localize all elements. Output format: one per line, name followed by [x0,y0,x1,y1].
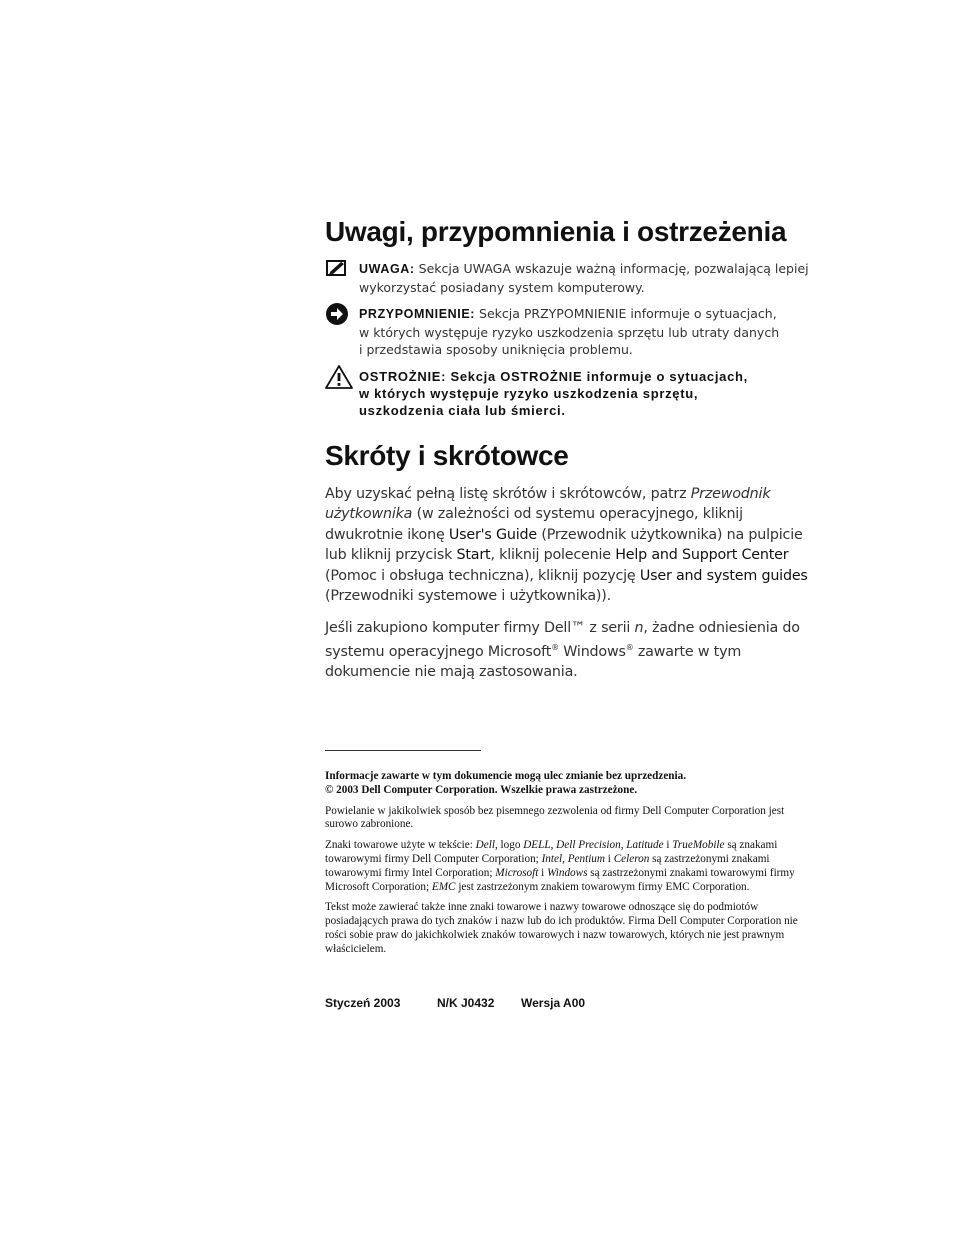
tm-intel: Intel [541,852,563,865]
notice-text-line1: Sekcja PRZYPOMNIENIE informuje o sytuacjach, [479,306,777,321]
tm-latitude: Latitude [626,839,664,852]
tm-pentium: Pentium [567,852,605,865]
caution-block [325,368,817,419]
tm-dell-precision: Dell Precision [556,839,621,852]
text-run: , [620,839,627,852]
note-icon [325,259,347,282]
text-run: Znaki towarowe użyte w tekście: [325,839,476,852]
section-title-notes: Uwagi, przypomnienia i ostrzeżenia [325,216,787,247]
notice-block [325,305,817,359]
note-label: UWAGA: [359,262,415,276]
text-run: , logo [494,839,524,852]
caution-label: OSTROŻNIE: [359,368,447,384]
text-run: , kliknij polecenie [490,547,616,563]
caution-text-line3: uszkodzenia ciała lub śmierci. [359,402,566,418]
text-run: (Przewodnik użytkownika) na pulpicie lub kliknij przycisk [325,526,803,563]
tm-windows: Windows [547,866,588,879]
system-guides-ui-ref: User and system guides [639,567,808,584]
tm-celeron: Celeron [613,852,650,865]
text-run: są zastrzeżonymi znakami towarowymi firmy Microsoft Corporation; [325,866,795,893]
notice-text-line3: i przedstawia sposoby uniknięcia problemu. [359,342,633,357]
tm-dell: Dell [475,839,495,852]
registered-mark: ® [625,643,634,652]
notice-label: PRZYPOMNIENIE: [359,307,476,321]
page-content [325,214,817,683]
dell-n-series-paragraph [325,618,817,683]
text-run: są znakami towarowymi firmy Dell Computer Corporation; [325,839,778,865]
other-trademarks-paragraph: Tekst może zawierać także inne znaki towarowe i nazwy towarowe odnoszące się do podmiotów posiadających prawa do tych znaków i nazw lub do ich produktów. Firma Dell Computer Corporation nie rości sobie praw do jakichkolwiek znaków towarowych i nazw towarowych, których nie jest prawnym właścicielem. [325,901,798,955]
text-run: są zastrzeżonymi znakami towarowymi firmy Intel Corporation; [325,852,770,879]
copyright-line: © 2003 Dell Computer Corporation. Wszelkie prawa zastrzeżone. [325,783,638,796]
abbreviations-paragraph [325,484,817,607]
text-run: i [604,852,614,865]
caution-text-line2: w których występuje ryzyko uszkodzenia sprzętu, [359,385,699,401]
text-run: i [663,839,673,852]
footnote-divider [325,750,481,751]
text-run: Jeśli zakupiono komputer firmy Dell™ z serii [325,619,635,636]
text-run: , [562,852,568,865]
text-run: (Przewodniki systemowe i użytkownika)). [325,588,612,604]
change-notice: Informacje zawarte w tym dokumencie mogą ulec zmianie bez uprzedzenia. [325,770,687,782]
note-text: Sekcja UWAGA wskazuje ważną informację, pozwalającą lepiej wykorzystać posiadany system komputerowy. [359,261,809,295]
section-title-abbreviations: Skróty i skrótowce [325,439,569,471]
tm-emc: EMC [431,880,456,893]
text-run: zawarte w tym dokumencie nie mają zastosowania. [325,643,742,681]
text-run: (w zależności od systemu operacyjnego, kliknij dwukrotnie ikonę [325,506,743,543]
users-guide-ui-ref: User's Guide [448,526,537,543]
registered-mark: ® [551,643,559,652]
fineprint [325,770,815,957]
caution-text-line1: Sekcja OSTROŻNIE informuje o sytuacjach, [450,368,748,384]
trademarks-paragraph [325,839,815,894]
text-run: Windows [558,643,626,660]
series-n: n [634,619,644,636]
fineprint-header [325,770,815,798]
part-number: N/K J0432 [437,996,495,1010]
tm-microsoft: Microsoft [495,866,539,879]
notice-text-line2: w których występuje ryzyko uszkodzenia sprzętu lub utraty danych [359,324,780,340]
notice-icon [325,302,349,331]
tm-dell-logo: DELL [523,839,551,852]
publication-date: Styczeń 2003 [325,996,401,1010]
help-center-ui-ref: Help and Support Center [615,547,789,563]
note-block [325,260,817,296]
text-run: (Pomoc i obsługa techniczna), kliknij pozycję [325,567,640,584]
tm-truemobile: TrueMobile [672,839,725,852]
caution-triangle-icon [325,365,353,393]
text-run: , [550,839,557,852]
document-meta [325,996,585,1010]
revision: Wersja A00 [521,996,586,1010]
text-run: i [538,866,548,879]
reproduction-notice: Powielanie w jakikolwiek sposób bez pisemnego zezwolenia od firmy Dell Computer Corporation jest surowo zabronione. [325,804,785,831]
text-run: jest zastrzeżonym znakiem towarowym firmy EMC Corporation. [455,880,750,893]
text-run: , żadne odniesienia do systemu operacyjnego Microsoft [325,619,800,660]
guide-title-ref: Przewodnik użytkownika [325,485,771,522]
start-ui-ref: Start [456,547,491,563]
text-run: Aby uzyskać pełną listę skrótów i skrótowców, patrz [325,485,691,502]
